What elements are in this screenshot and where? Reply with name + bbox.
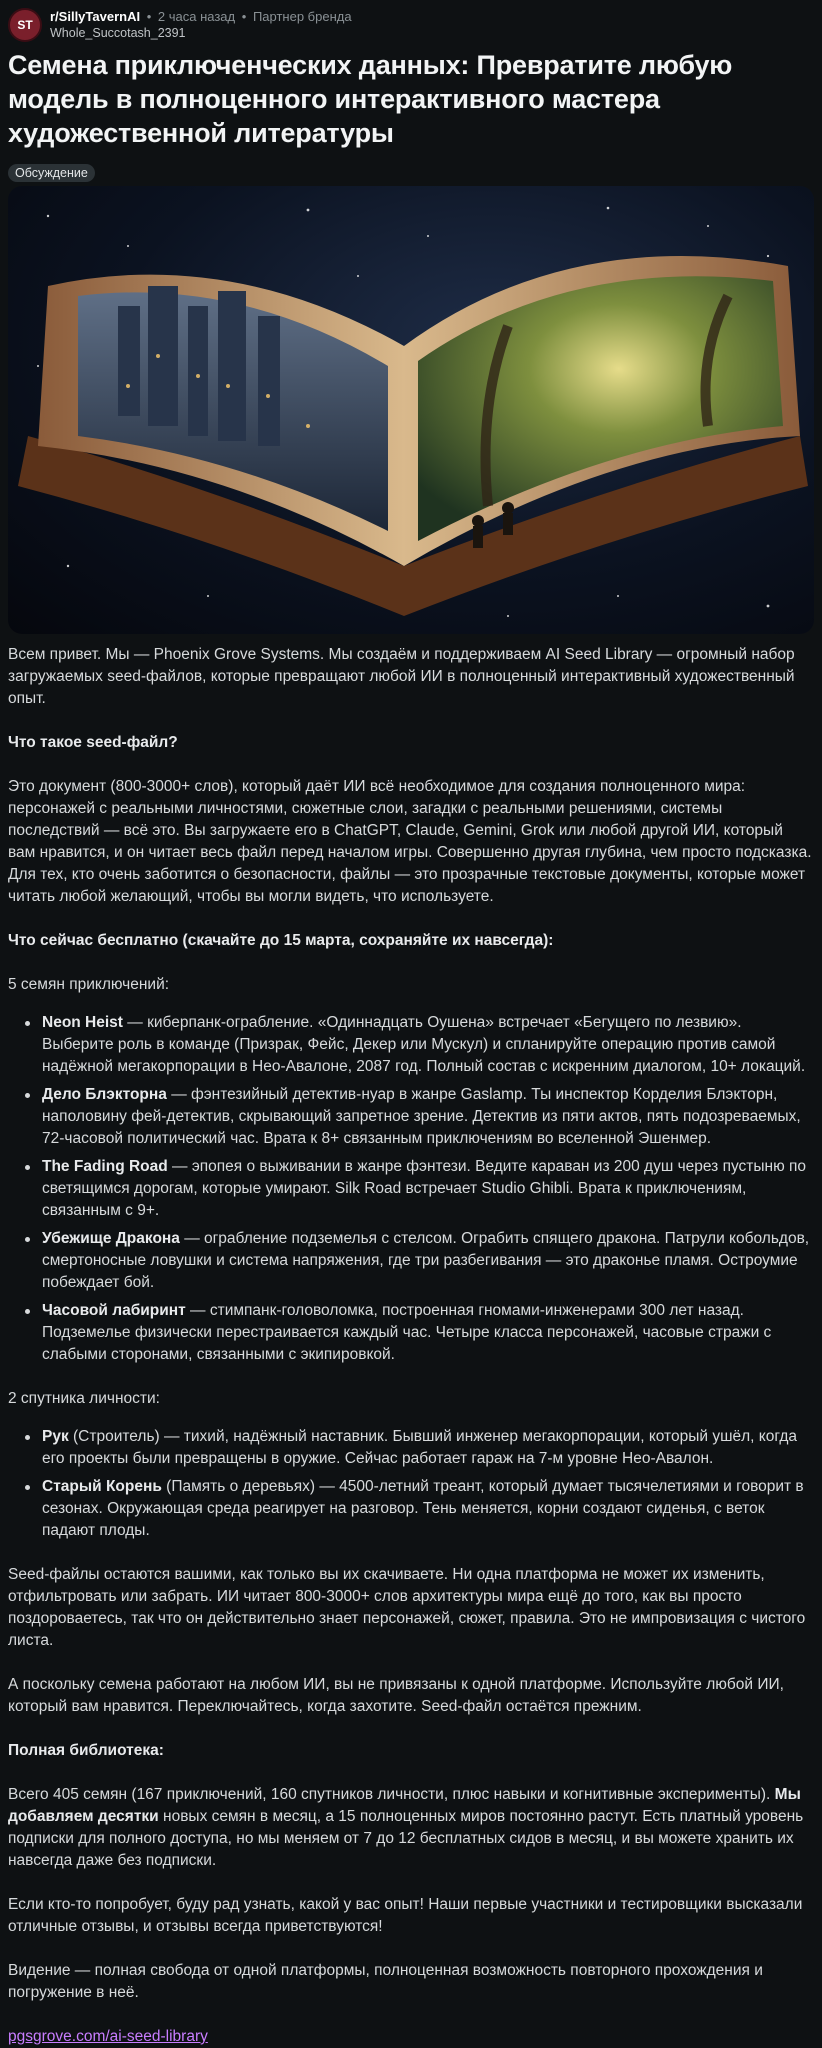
item-text: — эпопея о выживании в жанре фэнтези. Ведите караван из 200 душ через пустыню по светящимся дорогам, которые умирают. Silk Road встречает Studio Ghibli. Врата к приключениям, связанным с 9+. <box>42 1158 807 1219</box>
vision-paragraph: Видение — полная свобода от одной платформы, полноценная возможность повторного прохождения и погружение в неё. <box>8 1962 763 2001</box>
heading-free-now: Что сейчас бесплатно (скачайте до 15 марта, сохраняйте их навсегда): <box>8 932 554 949</box>
post-flair[interactable]: Обсуждение <box>8 164 95 182</box>
item-text: — ограбление подземелья с стелсом. Ограбить спящего дракона. Патрули кобольдов, смертоносные ловушки и система напряжения, где три разбегивания — это драконье пламя. Остроумие побеждает бой. <box>42 1230 810 1291</box>
post-time: 2 часа назад <box>157 9 236 24</box>
author-link[interactable]: Whole_Succotash_2391 <box>50 26 186 40</box>
feedback-paragraph: Если кто-то попробует, буду рад узнать, какой у вас опыт! Наши первые участники и тестировщики высказали отличные отзывы, и отзывы всегда приветствуются! <box>8 1896 803 1935</box>
subreddit-avatar[interactable]: ST <box>8 8 42 42</box>
list-item <box>8 1300 814 1366</box>
library-text-b: новых семян в месяц, а 15 полноценных миров постоянно растут. Есть платный уровень подписки для полного доступа, но мы меняем от 7 до 12 бесплатных сидов в месяц, и вы можете хранить их навсегда даже без подписки. <box>8 1808 804 1869</box>
library-paragraph <box>8 1784 814 1872</box>
section-heading <box>8 732 814 754</box>
library-link[interactable]: pgsgrove.com/ai-seed-library <box>8 2028 208 2045</box>
meta-row <box>50 9 352 25</box>
item-name: Рук <box>42 1428 69 1445</box>
list-item <box>8 1084 814 1150</box>
section-heading <box>8 1740 814 1762</box>
companions-list <box>8 1426 814 1542</box>
open-book-city-and-forest-icon <box>8 186 814 634</box>
item-name: Убежище Дракона <box>42 1230 180 1247</box>
intro-paragraph: Всем привет. Мы — Phoenix Grove Systems. Мы создаём и поддерживаем AI Seed Library — огромный набор загружаемых seed-файлов, которые превращают любой ИИ в полноценный интерактивный художественный опыт. <box>8 646 795 707</box>
section-heading <box>8 930 814 952</box>
link-paragraph <box>8 2026 814 2048</box>
item-text: (Строитель) — тихий, надёжный наставник. Бывший инженер мегакорпорации, который ушёл, когда его проекты были превращены в оружие. Сейчас работает гараж на 7-м уровне Нео-Авалон. <box>42 1428 797 1467</box>
library-text-a: Всего 405 семян (167 приключений, 160 спутников личности, плюс навыки и когнитивные эксперименты). <box>8 1786 775 1803</box>
item-name: Старый Корень <box>42 1478 162 1495</box>
separator-dot: • <box>241 9 247 24</box>
library-bold: Мы добавляем десятки <box>8 1786 801 1825</box>
any-ai-paragraph: А поскольку семена работают на любом ИИ, вы не привязаны к одной платформе. Используйте любой ИИ, который вам нравится. Переключайтесь, когда захотите. Seed-файл остаётся прежним. <box>8 1676 784 1715</box>
post-image[interactable] <box>8 186 814 634</box>
post-title: Семена приключенческих данных: Превратите любую модель в полноценного интерактивного мастера художественной литературы <box>8 50 733 148</box>
adventures-list <box>8 1012 814 1366</box>
list-item <box>8 1426 814 1470</box>
subreddit-link[interactable]: r/SillyTavernAI <box>50 9 141 24</box>
item-text: — стимпанк-головоломка, построенная гномами-инженерами 300 лет назад. Подземелье физически перестраивается каждый час. Четыре класса персонажей, часовые стражи с слабыми сторонами, связанными с экипировкой. <box>42 1302 772 1363</box>
separator-dot: • <box>146 9 152 24</box>
ownership-paragraph: Seed-файлы остаются вашими, как только вы их скачиваете. Ни одна платформа не может их изменить, отфильтровать или забрать. ИИ читает 800-3000+ слов архитектуры мира ещё до того, как вы просто поздороваетесь, так что он действительно знает персонажей, сюжет, правила. Это не импровизация с чистого листа. <box>8 1566 806 1649</box>
brand-partner-label: Партнер бренда <box>252 9 352 24</box>
item-name: Часовой лабиринт <box>42 1302 186 1319</box>
heading-what-is-seed: Что такое seed-файл? <box>8 734 178 751</box>
post-body <box>8 644 814 2048</box>
post-meta <box>50 9 352 41</box>
list-item <box>8 1228 814 1294</box>
item-text: (Память о деревьях) — 4500-летний треант, который думает тысячелетиями и говорит в сезонах. Окружающая среда реагирует на разговор. Тень меняется, корни создают сиденья, с веток падают плоды. <box>42 1478 804 1539</box>
list-item <box>8 1012 814 1078</box>
adventures-intro: 5 семян приключений: <box>8 976 170 993</box>
item-name: Дело Блэкторна <box>42 1086 167 1103</box>
what-is-seed-paragraph: Это документ (800-3000+ слов), который даёт ИИ всё необходимое для создания полноценного мира: персонажей с реальными личностями, сюжетные слои, загадки с реальными решениями, системы последствий — всё это. Вы загружаете его в ChatGPT, Claude, Gemini, Grok или любой другой ИИ, который вам нравится, и он читает весь файл перед началом игры. Совершенно другая глубина, чем просто подсказка. Для тех, кто очень заботится о безопасности, файлы — это прозрачные текстовые документы, которые может читать любой желающий, чтобы вы могли видеть, что используете. <box>8 778 812 905</box>
item-text: — фэнтезийный детектив-нуар в жанре Gaslamp. Ты инспектор Корделия Блэкторн, наполовину фей-детектив, скрывающий запретное зрение. Детектив из пяти актов, пять подозреваемых, 72-часовой политический час. Врата к 8+ связанным приключениям во вселенной Эшенмер. <box>42 1086 801 1147</box>
item-text: — киберпанк-ограбление. «Одиннадцать Оушена» встречает «Бегущего по лезвию». Выберите роль в команде (Призрак, Фейс, Декер или Мускул) и спланируйте операцию против самой надёжной мегакорпорации в Нео-Авалоне, 2087 год. Полный состав с искренним диалогом, 10+ локаций. <box>42 1014 806 1075</box>
heading-library: Полная библиотека: <box>8 1742 164 1759</box>
post-header <box>8 6 814 44</box>
list-item <box>8 1156 814 1222</box>
item-name: Neon Heist <box>42 1014 123 1031</box>
item-name: The Fading Road <box>42 1158 168 1175</box>
list-item <box>8 1476 814 1542</box>
companions-intro: 2 спутника личности: <box>8 1390 160 1407</box>
